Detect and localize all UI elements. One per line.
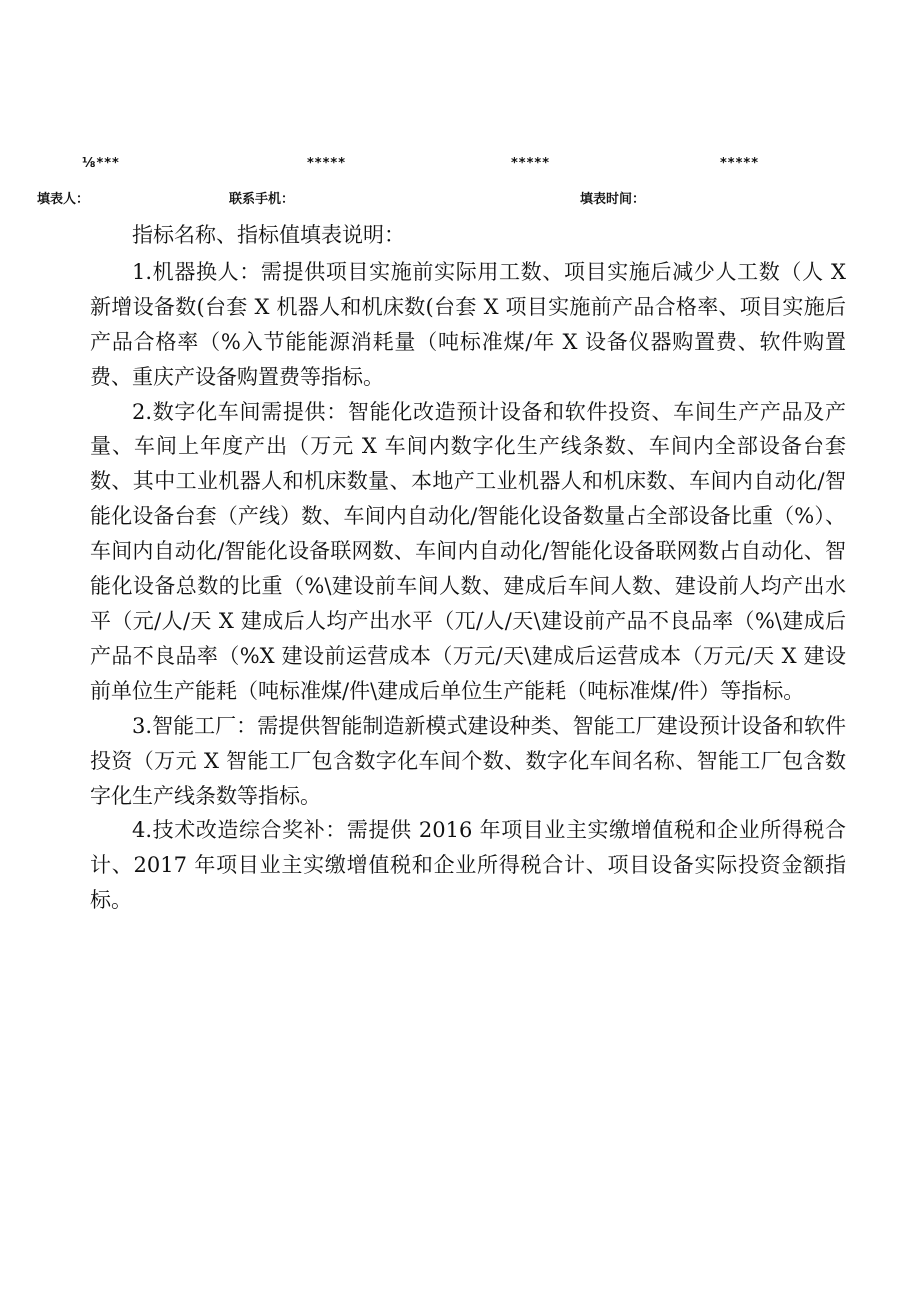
paragraph-tech-upgrade-subsidy: 4.技术改造综合奖补：需提供 2016 年项目业主实缴增值税和企业所得税合计、2017 年项目业主实缴增值税和企业所得税合计、项目设备实际投资金额指标。 — [90, 818, 846, 913]
masked-value-2: ***** — [511, 156, 550, 171]
masked-value-3: ***** — [720, 156, 759, 171]
page-marker: ⅛*** — [82, 156, 120, 171]
instructions-body — [90, 218, 846, 918]
paragraph-digital-workshop: 2.数字化车间需提供：智能化改造预计设备和软件投资、车间生产产品及产量、车间上年度产出（万元 X 车间内数字化生产线条数、车间内全部设备台套数、其中工业机器人和机床数量、本地产工业机器人和机床数、车间内自动化/智能化设备台套（产线）数、车间内自动化/智能化设备数量占全部设备比重（%）、车间内自动化/智能化设备联网数、车间内自动化/智能化设备联网数占自动化、智能化设备总数的比重（%\建设前车间人数、建成后车间人数、建设前人均产出水平（元/人/天 X 建成后人均产出水平（兀/人/天\建设前产品不良品率（%\建成后产品不良品率（%X 建设前运营成本（万元/天\建成后运营成本（万元/天 X 建设前单位生产能耗（吨标准煤/件\建成后单位生产能耗（吨标准煤/件）等指标。 — [90, 399, 846, 703]
paragraph-smart-factory: 3.智能工厂：需提供智能制造新模式建设种类、智能工厂建设预计设备和软件投资（万元 X 智能工厂包含数字化车间个数、数字化车间名称、智能工厂包含数字化生产线条数等指标。 — [90, 713, 846, 808]
date-label: 填表时间： — [580, 192, 646, 207]
paragraph-robot-replacement: 1.机器换人：需提供项目实施前实际用工数、项目实施后减少人工数（人 X 新增设备数(台套 X 机器人和机床数(台套 X 项目实施前产品合格率、项目实施后产品合格率（%入节能能源消耗量（吨标准煤/年 X 设备仪器购置费、软件购置费、重庆产设备购置费等指标。 — [90, 259, 846, 389]
masked-value-1: ***** — [307, 156, 346, 171]
instructions-heading: 指标名称、指标值填表说明： — [132, 223, 405, 247]
phone-label: 联系手机： — [229, 192, 295, 207]
filler-label: 填表人： — [37, 192, 90, 207]
